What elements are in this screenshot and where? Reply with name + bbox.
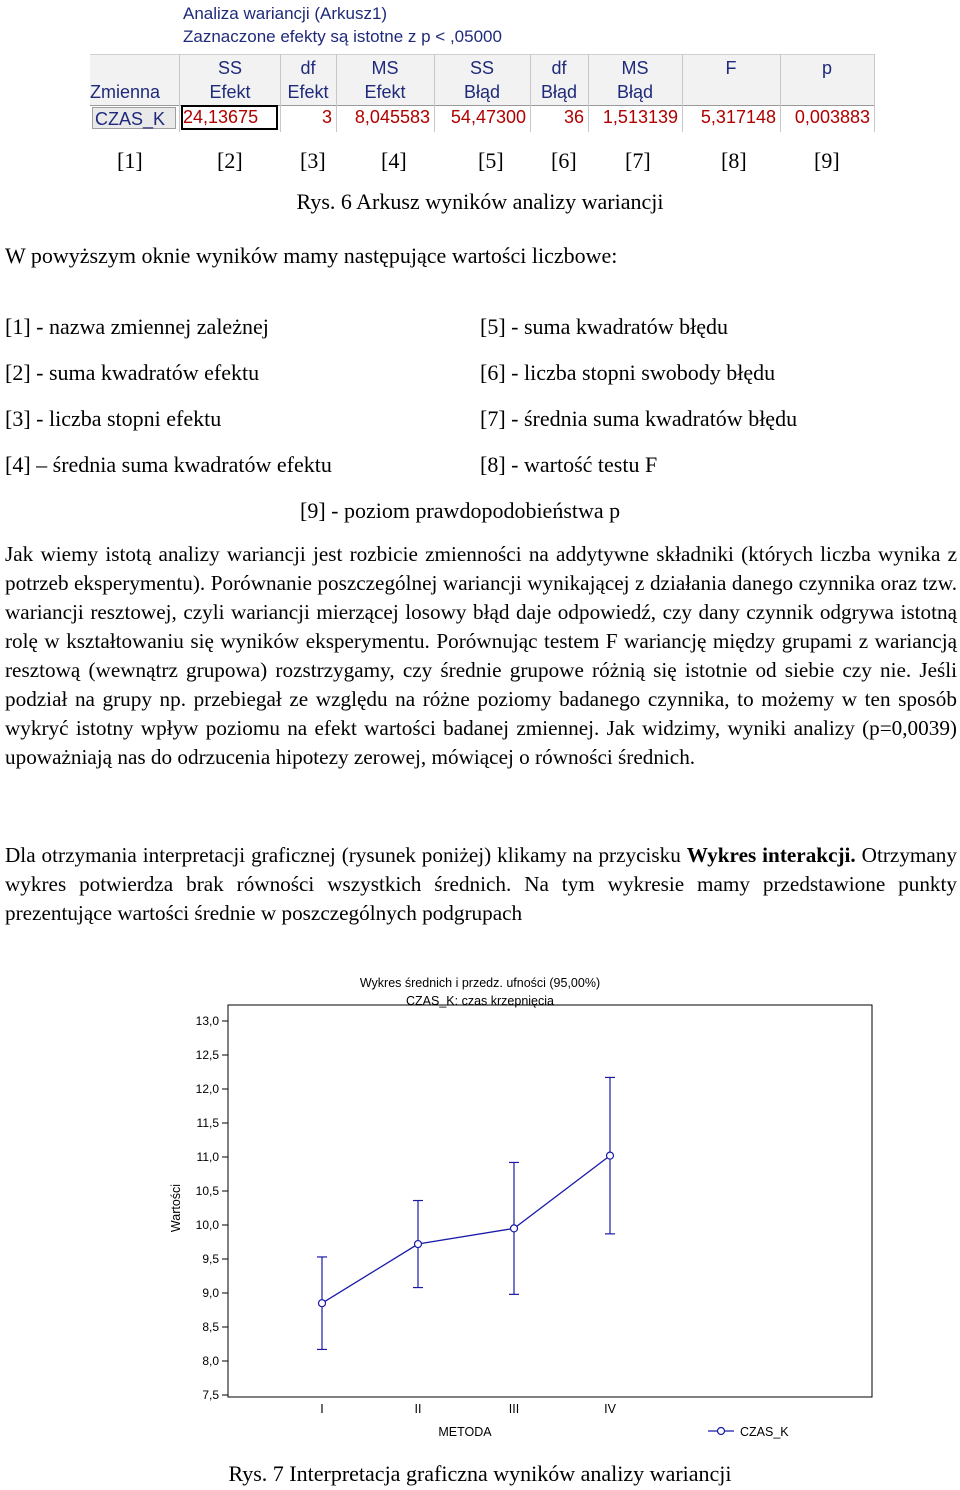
chart-intro-paragraph: [5, 841, 957, 928]
series-line: [322, 1156, 610, 1304]
label-6: [6]: [551, 148, 577, 173]
label-4: [4]: [381, 148, 407, 173]
header-p[interactable]: p: [821, 58, 832, 78]
label-2: [2]: [217, 148, 243, 173]
row-variable-name[interactable]: CZAS_K: [92, 107, 176, 129]
header-f[interactable]: F: [725, 58, 737, 78]
x-tick-label: II: [414, 1402, 422, 1416]
x-tick-label: III: [508, 1402, 520, 1416]
header-ss-blad-bottom[interactable]: Błąd: [463, 82, 501, 102]
header-ms-efekt-bottom[interactable]: Efekt: [364, 82, 406, 102]
legend-item-2: [2] - suma kwadratów efektu: [5, 360, 260, 385]
chart-legend: [708, 1425, 789, 1439]
figure-7-caption: Rys. 7 Interpretacja graficzna wyników analizy wariancji: [228, 1461, 732, 1486]
label-5: [5]: [478, 148, 504, 173]
legend-marker: [718, 1428, 725, 1435]
x-tick-label: IV: [604, 1402, 616, 1416]
results-subtitle: Zaznaczone efekty są istotne z p < ,05000: [183, 27, 502, 46]
legend-item-6: [6] - liczba stopni swobody błędu: [480, 360, 776, 385]
header-df-efekt-top[interactable]: df: [300, 58, 316, 78]
header-df-efekt-bottom[interactable]: Efekt: [287, 82, 329, 102]
chart-title: Wykres średnich i przedz. ufności (95,00%): [359, 976, 601, 990]
x-axis-label: METODA: [438, 1425, 492, 1439]
legend-item-1: [1] - nazwa zmiennej zależnej: [5, 314, 269, 339]
y-tick-label: 12,5: [195, 1048, 219, 1062]
data-point: [319, 1300, 326, 1307]
y-tick-label: 8,0: [202, 1354, 219, 1368]
label-1: [1]: [117, 148, 143, 173]
legend-item-7: [7] - średnia suma kwadratów błędu: [480, 406, 798, 431]
label-7: [7]: [625, 148, 651, 173]
y-tick-label: 8,5: [202, 1320, 219, 1334]
chart-subtitle: CZAS_K: czas krzepnięcia: [406, 994, 554, 1008]
y-axis-ticks: [196, 1014, 228, 1402]
results-title: Analiza wariancji (Arkusz1): [183, 4, 388, 23]
header-ms-blad-bottom[interactable]: Błąd: [616, 82, 654, 102]
legend-item-4: [4] – średnia suma kwadratów efektu: [5, 452, 332, 477]
column-divider: [874, 54, 875, 132]
cell-ss-blad[interactable]: 54,47300: [450, 107, 526, 127]
header-ss-efekt-bottom[interactable]: Efekt: [209, 82, 251, 102]
x-tick-label: I: [320, 1402, 324, 1416]
cell-ss-efekt[interactable]: 24,13675: [183, 107, 276, 128]
column-divider: [280, 54, 281, 132]
header-zmienna[interactable]: Zmienna: [90, 82, 161, 102]
y-tick-label: 9,0: [202, 1286, 219, 1300]
series-czas-k: [317, 1077, 615, 1349]
label-8: [8]: [721, 148, 747, 173]
header-ms-blad-top[interactable]: MS: [621, 58, 649, 78]
cell-ms-efekt[interactable]: 8,045583: [354, 107, 430, 127]
figure-6-caption: Rys. 6 Arkusz wyników analizy wariancji: [296, 189, 664, 214]
legend-item-5: [5] - suma kwadratów błędu: [480, 314, 729, 339]
cell-p[interactable]: 0,003883: [794, 107, 870, 127]
chart-intro-text-end: Otrzymany wykres potwierdza brak równości wszystkich średnich. Na tym wykresie mamy przedstawione punkty prezentujące wartości średnie w poszczególnych podgrupach: [5, 843, 957, 925]
legend-label: CZAS_K: [740, 1425, 789, 1439]
header-df-blad-top[interactable]: df: [551, 58, 567, 78]
data-point: [415, 1241, 422, 1248]
y-axis-label: Wartości: [169, 1183, 183, 1233]
y-tick-label: 11,5: [196, 1116, 219, 1130]
y-tick-label: 7,5: [202, 1388, 219, 1402]
y-tick-label: 10,0: [195, 1218, 219, 1232]
data-point: [511, 1225, 518, 1232]
cell-df-blad[interactable]: 36: [563, 107, 584, 127]
header-ss-blad-top[interactable]: SS: [469, 58, 494, 78]
y-tick-label: 11,0: [196, 1150, 219, 1164]
chart-intro-text: Dla otrzymania interpretacji graficznej (rysunek poniżej) klikamy na przycisku: [5, 843, 687, 867]
legend-item-9: [9] - poziom prawdopodobieństwa p: [300, 498, 621, 523]
cell-ms-blad[interactable]: 1,513139: [602, 107, 678, 127]
y-tick-label: 13,0: [195, 1014, 219, 1028]
cell-f[interactable]: 5,317148: [700, 107, 776, 127]
header-df-blad-bottom[interactable]: Błąd: [540, 82, 578, 102]
header-ss-efekt-top[interactable]: SS: [217, 58, 242, 78]
header-ms-efekt-top[interactable]: MS: [371, 58, 399, 78]
legend-item-3: [3] - liczba stopni efektu: [5, 406, 222, 431]
column-divider: [179, 54, 180, 132]
y-tick-label: 12,0: [195, 1082, 219, 1096]
explanation-paragraph: Jak wiemy istotą analizy wariancji jest rozbicie zmienności na addytywne składniki (których liczba wynika z potrzeb eksperymentu). Porównanie poszczególnej wariancji wynikającej z działania danego czynnika oraz tzw. wariancji resztowej, czyli wariancji mierzącej losowy błąd daje odpowiedź, czy dany czynnik odgrywa istotną rolę w kształtowaniu się wyników eksperymentu. Porównując testem F wariancję między grupami z wariancją resztową (wewnątrz grupowa) rozstrzygamy, czy średnie grupowe różnią się istotnie od siebie czy nie. Jeśli podział na grupy np. przebiegał ze względu na różne poziomy badanego czynnika, to możemy w ten sposób wykryć istotny wpływ poziomu na efekt wartości badanej zmiennej. Jak widzimy, wyniki analizy (p=0,0039) upoważniają nas do odrzucenia hipotezy zerowej, mówiącej o równości średnich.: [5, 542, 957, 769]
y-tick-label: 10,5: [195, 1184, 219, 1198]
chart-intro-bold: Wykres interakcji.: [686, 843, 856, 867]
legend-item-8: [8] - wartość testu F: [480, 452, 658, 477]
cell-df-efekt[interactable]: 3: [321, 107, 332, 127]
intro-text: W powyższym oknie wyników mamy następujące wartości liczbowe:: [5, 243, 618, 268]
data-point: [607, 1152, 614, 1159]
label-9: [9]: [814, 148, 840, 173]
label-3: [3]: [300, 148, 326, 173]
means-chart: [0, 965, 960, 1455]
x-axis-ticks: [320, 1402, 616, 1416]
y-tick-label: 9,5: [202, 1252, 219, 1266]
